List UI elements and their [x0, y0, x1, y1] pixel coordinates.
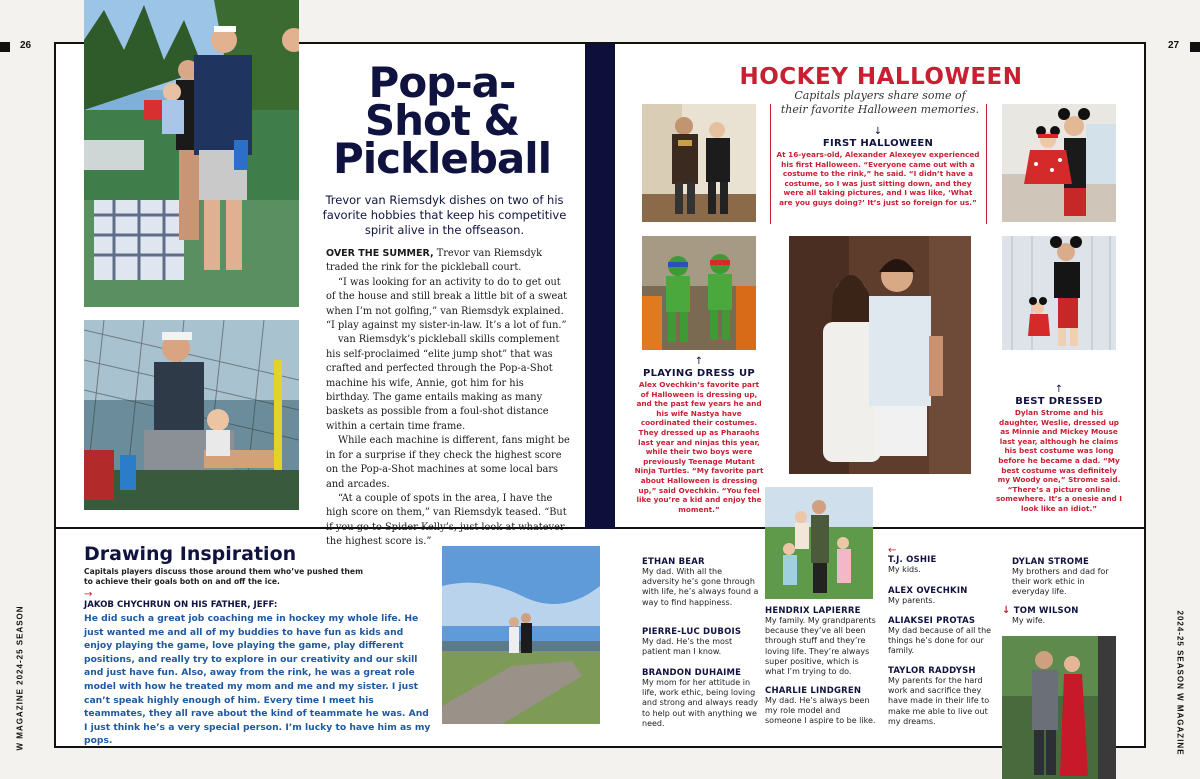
photo-couple-bridge: [442, 546, 600, 724]
entry-text: My mom for her attitude in life, work ethic, being loving and strong and always ready to help out with anything we need.: [642, 678, 758, 728]
inspiration-title: Drawing Inspiration: [84, 543, 297, 565]
entry-name: ↓ TOM WILSON: [1002, 605, 1079, 616]
best-dressed-text: Dylan Strome and his daughter, Weslie, dressed up as Minnie and Mickey Mouse last year, although he claims his best costume was long before he became a dad. “My best costume was definitely my Woody one,” Strome said. “There’s a picture online somewhere. It’s a onesie and I look like an idiot.”: [995, 408, 1123, 513]
inspiration-arrow: →: [84, 589, 93, 600]
tab-marker-left: [0, 42, 10, 52]
entry-charlie-lindgren: [765, 686, 877, 727]
feature-headline: [302, 58, 582, 183]
chychrun-quote: He did such a great job coaching me in hockey my whole life. He just wanted me and all of my buddies to have fun as kids and enjoy playing the game, love playing the game, play different positions, and really try to explore in our creativity and our skill and just have fun. Also, away from the rink, he was a great role model with how he treated my mom and me and my sister. I just can’t speak highly enough of him. Every time I meet his teammates, they all rave about the kind of teammate he was. And I just think he’s a very special person. I’m lucky to have him as my pops.: [84, 613, 431, 747]
entry-text: My family. My grandparents because they’ve all been through stuff and they’re loving life. They’re always super positive, which is what I’m trying to do.: [765, 616, 876, 677]
entry-text: My dad. He’s always been my role model and someone I aspire to be like.: [765, 696, 876, 726]
photo-minnie-mickey: [1002, 104, 1116, 222]
quote-heading: JAKOB CHYCHRUN ON HIS FATHER, JEFF:: [84, 600, 278, 610]
body-paragraph: While each machine is different, fans might be in for a surprise if they check the highest score on the Pop-a-Shot machines at some local bars and arcades.: [326, 435, 570, 490]
feature-body: [326, 247, 570, 550]
photo-pharaohs: [642, 104, 756, 222]
entry-text: My dad. With all the adversity he’s gone through with life, he’s always found a way to find happiness.: [642, 567, 759, 607]
entry-ethan-bear: [642, 557, 760, 608]
entry-name: PIERRE-LUC DUBOIS: [642, 627, 742, 637]
photo-ninja-turtles: [642, 236, 756, 350]
photo-family-field: [765, 487, 873, 599]
entry-text: My dad because of all the things he’s done for our family.: [888, 626, 992, 656]
photo-pickleball-family: [84, 0, 299, 307]
divider-rule: [986, 104, 987, 224]
body-paragraph: “At a couple of spots in the area, I have the high score on them,” van Riemsdyk teased. “But if you go to Spider Kelly’s, just look at whatever the highest score is.”: [326, 492, 567, 548]
entry-name: TAYLOR RADDYSH: [888, 666, 976, 676]
entry-alex-ovechkin: [888, 586, 1000, 606]
entry-name: ETHAN BEAR: [642, 557, 705, 567]
entry-text: My brothers and dad for their work ethic in everyday life.: [1012, 567, 1109, 597]
headline-line: Pickleball: [332, 134, 552, 183]
page-number-left: 26: [20, 40, 32, 51]
photo-couple: [789, 236, 971, 474]
headline-line: Shot &: [364, 96, 520, 145]
entry-name: HENDRIX LAPIERRE: [765, 606, 861, 616]
dress-up-text: Alex Ovechkin’s favorite part of Halloween is dressing up, and the past few years he and his wife Nastya have coordinated their costumes. They dressed up as Pharaohs last year and ninjas this year, while their two boys were previously Teenage Mutant Ninja Turtles. “My favorite part about Halloween is dressing up,” said Ovechkin. “You feel like you’re a kid and enjoy the moment.”: [634, 380, 764, 514]
first-halloween-heading: FIRST HALLOWEEN: [822, 138, 934, 149]
photo-pickleball-bench: [84, 320, 299, 510]
headline-line: Pop-a-: [368, 58, 516, 107]
tab-marker-right: [1190, 42, 1200, 52]
body-paragraph: OVER THE SUMMER, Trevor van Riemsdyk traded the rink for the pickleball court.: [326, 248, 543, 274]
entry-aliaksei-protas: [888, 616, 1000, 657]
lead-in: OVER THE SUMMER,: [326, 248, 434, 259]
body-paragraph: “I was looking for an activity to do to get out of the house and still break a little bit of a sweat when I’m not golfing,” van Riemsdyk explained. “I play against my sister-in-law. It’s a lot of fun.”: [326, 276, 568, 332]
spine-text-left: W MAGAZINE 2024-25 SEASON: [15, 605, 25, 751]
entry-brandon-duhaime: [642, 668, 760, 729]
entry-text: My parents for the hard work and sacrifice they have made in their life to make me able to live out my dreams.: [888, 676, 990, 726]
entry-dylan-strome: [1012, 557, 1122, 598]
spine-text-right: 2024-25 SEASON W MAGAZINE: [1175, 610, 1185, 756]
caption-arrow-up: ↑: [1054, 384, 1064, 395]
body-paragraph: van Riemsdyk’s pickleball skills complement his self-proclaimed “elite jump shot” that was crafted and perfected through the Pop-a-Shot machine his wife, Annie, got him for his birthday. The game entails making as many baskets as possible from a foul-shot distance within a certain time frame.: [326, 334, 560, 432]
entry-arrow: ←: [888, 545, 897, 556]
entry-hendrix-lapierre: [765, 606, 877, 677]
entry-tj-oshie: [888, 546, 1000, 575]
entry-name: ALIAKSEI PROTAS: [888, 616, 976, 626]
entry-name: CHARLIE LINDGREN: [765, 686, 862, 696]
entry-taylor-raddysh: [888, 666, 1000, 727]
entry-name: DYLAN STROME: [1012, 557, 1090, 567]
divider-rule: [770, 104, 771, 224]
halloween-subtitle: Capitals players share some of their favorite Halloween memories.: [780, 89, 980, 116]
entry-name: ALEX OVECHKIN: [888, 586, 968, 596]
photo-wilson-couple: [1002, 636, 1116, 779]
entry-name: BRANDON DUHAIME: [642, 668, 742, 678]
page-number-right: 27: [1168, 40, 1180, 51]
entry-name: T.J. OSHIE: [888, 555, 937, 565]
caption-arrow-down: ↓: [873, 126, 883, 137]
entry-text: My dad. He’s the most patient man I know.: [642, 637, 733, 657]
dress-up-heading: PLAYING DRESS UP: [642, 368, 756, 379]
caption-arrow-up: ↑: [694, 356, 704, 367]
entry-text: My kids.: [888, 565, 921, 574]
photo-mickey-costume: [1002, 236, 1116, 350]
first-halloween-text: At 16-years-old, Alexander Alexeyev experienced his first Halloween. “Everyone came out with a costume to the rink,” he said. “I didn’t have a costume, so I was just sitting down, and they were all taking pictures, and I was like, ‘What are you guys doing?’ It’s just so foreign for us.”: [776, 150, 980, 207]
inspiration-dek: Capitals players discuss those around them who’ve pushed them to achieve their goals both on and off the ice.: [84, 567, 363, 586]
best-dressed-heading: BEST DRESSED: [1015, 396, 1103, 407]
entry-arrow: ↓: [1002, 605, 1011, 616]
gutter-bar: [585, 44, 615, 529]
entry-pierre-luc-dubois: [642, 627, 760, 657]
entry-tom-wilson: [1002, 606, 1122, 626]
entry-text: My parents.: [888, 596, 936, 605]
feature-dek: Trevor van Riemsdyk dishes on two of his favorite hobbies that keep his competitive spirit alive in the offseason.: [322, 193, 567, 237]
entry-text: My wife.: [1012, 616, 1046, 625]
halloween-title: HOCKEY HALLOWEEN: [739, 64, 1023, 90]
